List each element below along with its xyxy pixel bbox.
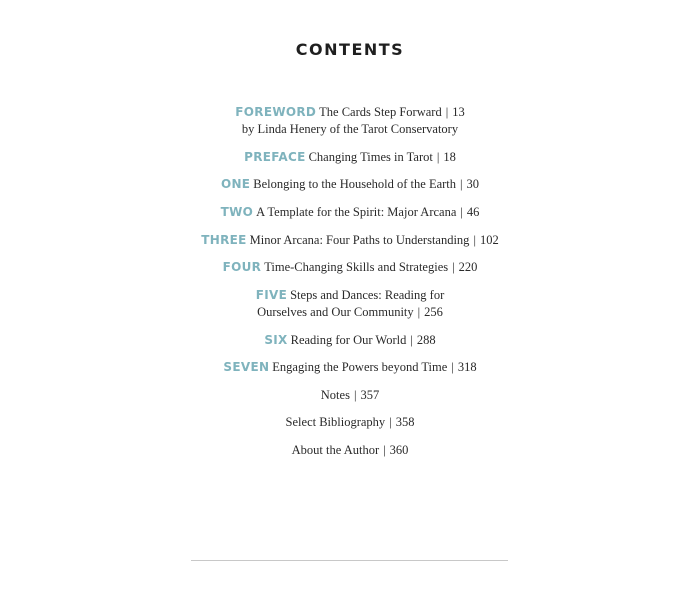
entry-title: Engaging the Powers beyond Time bbox=[272, 360, 448, 374]
toc-entry-foreword[interactable] bbox=[0, 104, 700, 138]
toc-entry-five[interactable] bbox=[0, 287, 700, 321]
entry-separator: | bbox=[473, 233, 476, 247]
entry-page: 358 bbox=[395, 415, 415, 429]
entry-label: FOREWORD bbox=[235, 105, 317, 119]
entry-subtitle: Ourselves and Our Community bbox=[257, 305, 414, 319]
entry-separator: | bbox=[389, 415, 392, 429]
entry-page: 288 bbox=[416, 333, 436, 347]
toc-entry-about-author[interactable] bbox=[0, 442, 700, 459]
toc-entry-three[interactable] bbox=[0, 232, 700, 249]
entry-separator: | bbox=[353, 388, 357, 402]
toc-entry-preface[interactable] bbox=[0, 149, 700, 166]
entry-title: The Cards Step Forward bbox=[319, 105, 442, 119]
entry-page: 30 bbox=[466, 177, 480, 191]
entry-label: FIVE bbox=[255, 288, 288, 302]
entry-title: Reading for Our World bbox=[290, 333, 407, 347]
footer-divider bbox=[191, 560, 508, 561]
entry-label: SEVEN bbox=[223, 360, 270, 374]
entry-separator: | bbox=[452, 260, 455, 274]
entry-title: A Template for the Spirit: Major Arcana bbox=[256, 205, 457, 219]
entry-title: About the Author bbox=[291, 443, 380, 457]
entry-separator: | bbox=[451, 360, 454, 374]
entry-label: FOUR bbox=[222, 260, 262, 274]
entry-separator: | bbox=[460, 205, 463, 219]
entry-title: Minor Arcana: Four Paths to Understanding bbox=[249, 233, 470, 247]
entry-label: SIX bbox=[264, 333, 288, 347]
entry-label: TWO bbox=[220, 205, 254, 219]
toc-entry-bibliography[interactable] bbox=[0, 414, 700, 431]
entry-label: ONE bbox=[220, 177, 251, 191]
entry-separator: | bbox=[383, 443, 386, 457]
entry-page: 318 bbox=[457, 360, 477, 374]
entry-page: 18 bbox=[443, 150, 456, 164]
toc-entry-notes[interactable] bbox=[0, 387, 700, 404]
toc-entry-four[interactable] bbox=[0, 259, 700, 276]
entry-page: 102 bbox=[479, 233, 499, 247]
entry-page: 357 bbox=[360, 388, 380, 402]
entry-page: 46 bbox=[466, 205, 480, 219]
entry-separator: | bbox=[436, 150, 440, 164]
entry-separator: | bbox=[445, 105, 449, 119]
entry-title: Steps and Dances: Reading for bbox=[290, 288, 445, 302]
entry-title: Notes bbox=[320, 388, 350, 402]
entry-title: Changing Times in Tarot bbox=[308, 150, 433, 164]
entry-separator: | bbox=[460, 177, 463, 191]
toc-entry-six[interactable] bbox=[0, 332, 700, 349]
entry-title: Time-Changing Skills and Strategies bbox=[264, 260, 449, 274]
page-title: CONTENTS bbox=[295, 40, 405, 59]
toc-entry-two[interactable] bbox=[0, 204, 700, 221]
entry-label: THREE bbox=[201, 233, 247, 247]
entry-page: 220 bbox=[458, 260, 478, 274]
toc-entry-one[interactable] bbox=[0, 176, 700, 193]
entry-label: PREFACE bbox=[244, 150, 306, 164]
entry-subtitle: by Linda Henery of the Tarot Conservatory bbox=[241, 122, 459, 136]
entry-page: 256 bbox=[424, 305, 443, 319]
entry-page: 360 bbox=[389, 443, 409, 457]
entry-separator: | bbox=[410, 333, 413, 347]
entry-separator: | bbox=[417, 305, 421, 319]
toc-entry-seven[interactable] bbox=[0, 359, 700, 376]
entry-page: 13 bbox=[452, 105, 465, 119]
entry-title: Belonging to the Household of the Earth bbox=[253, 177, 457, 191]
entry-title: Select Bibliography bbox=[285, 415, 386, 429]
